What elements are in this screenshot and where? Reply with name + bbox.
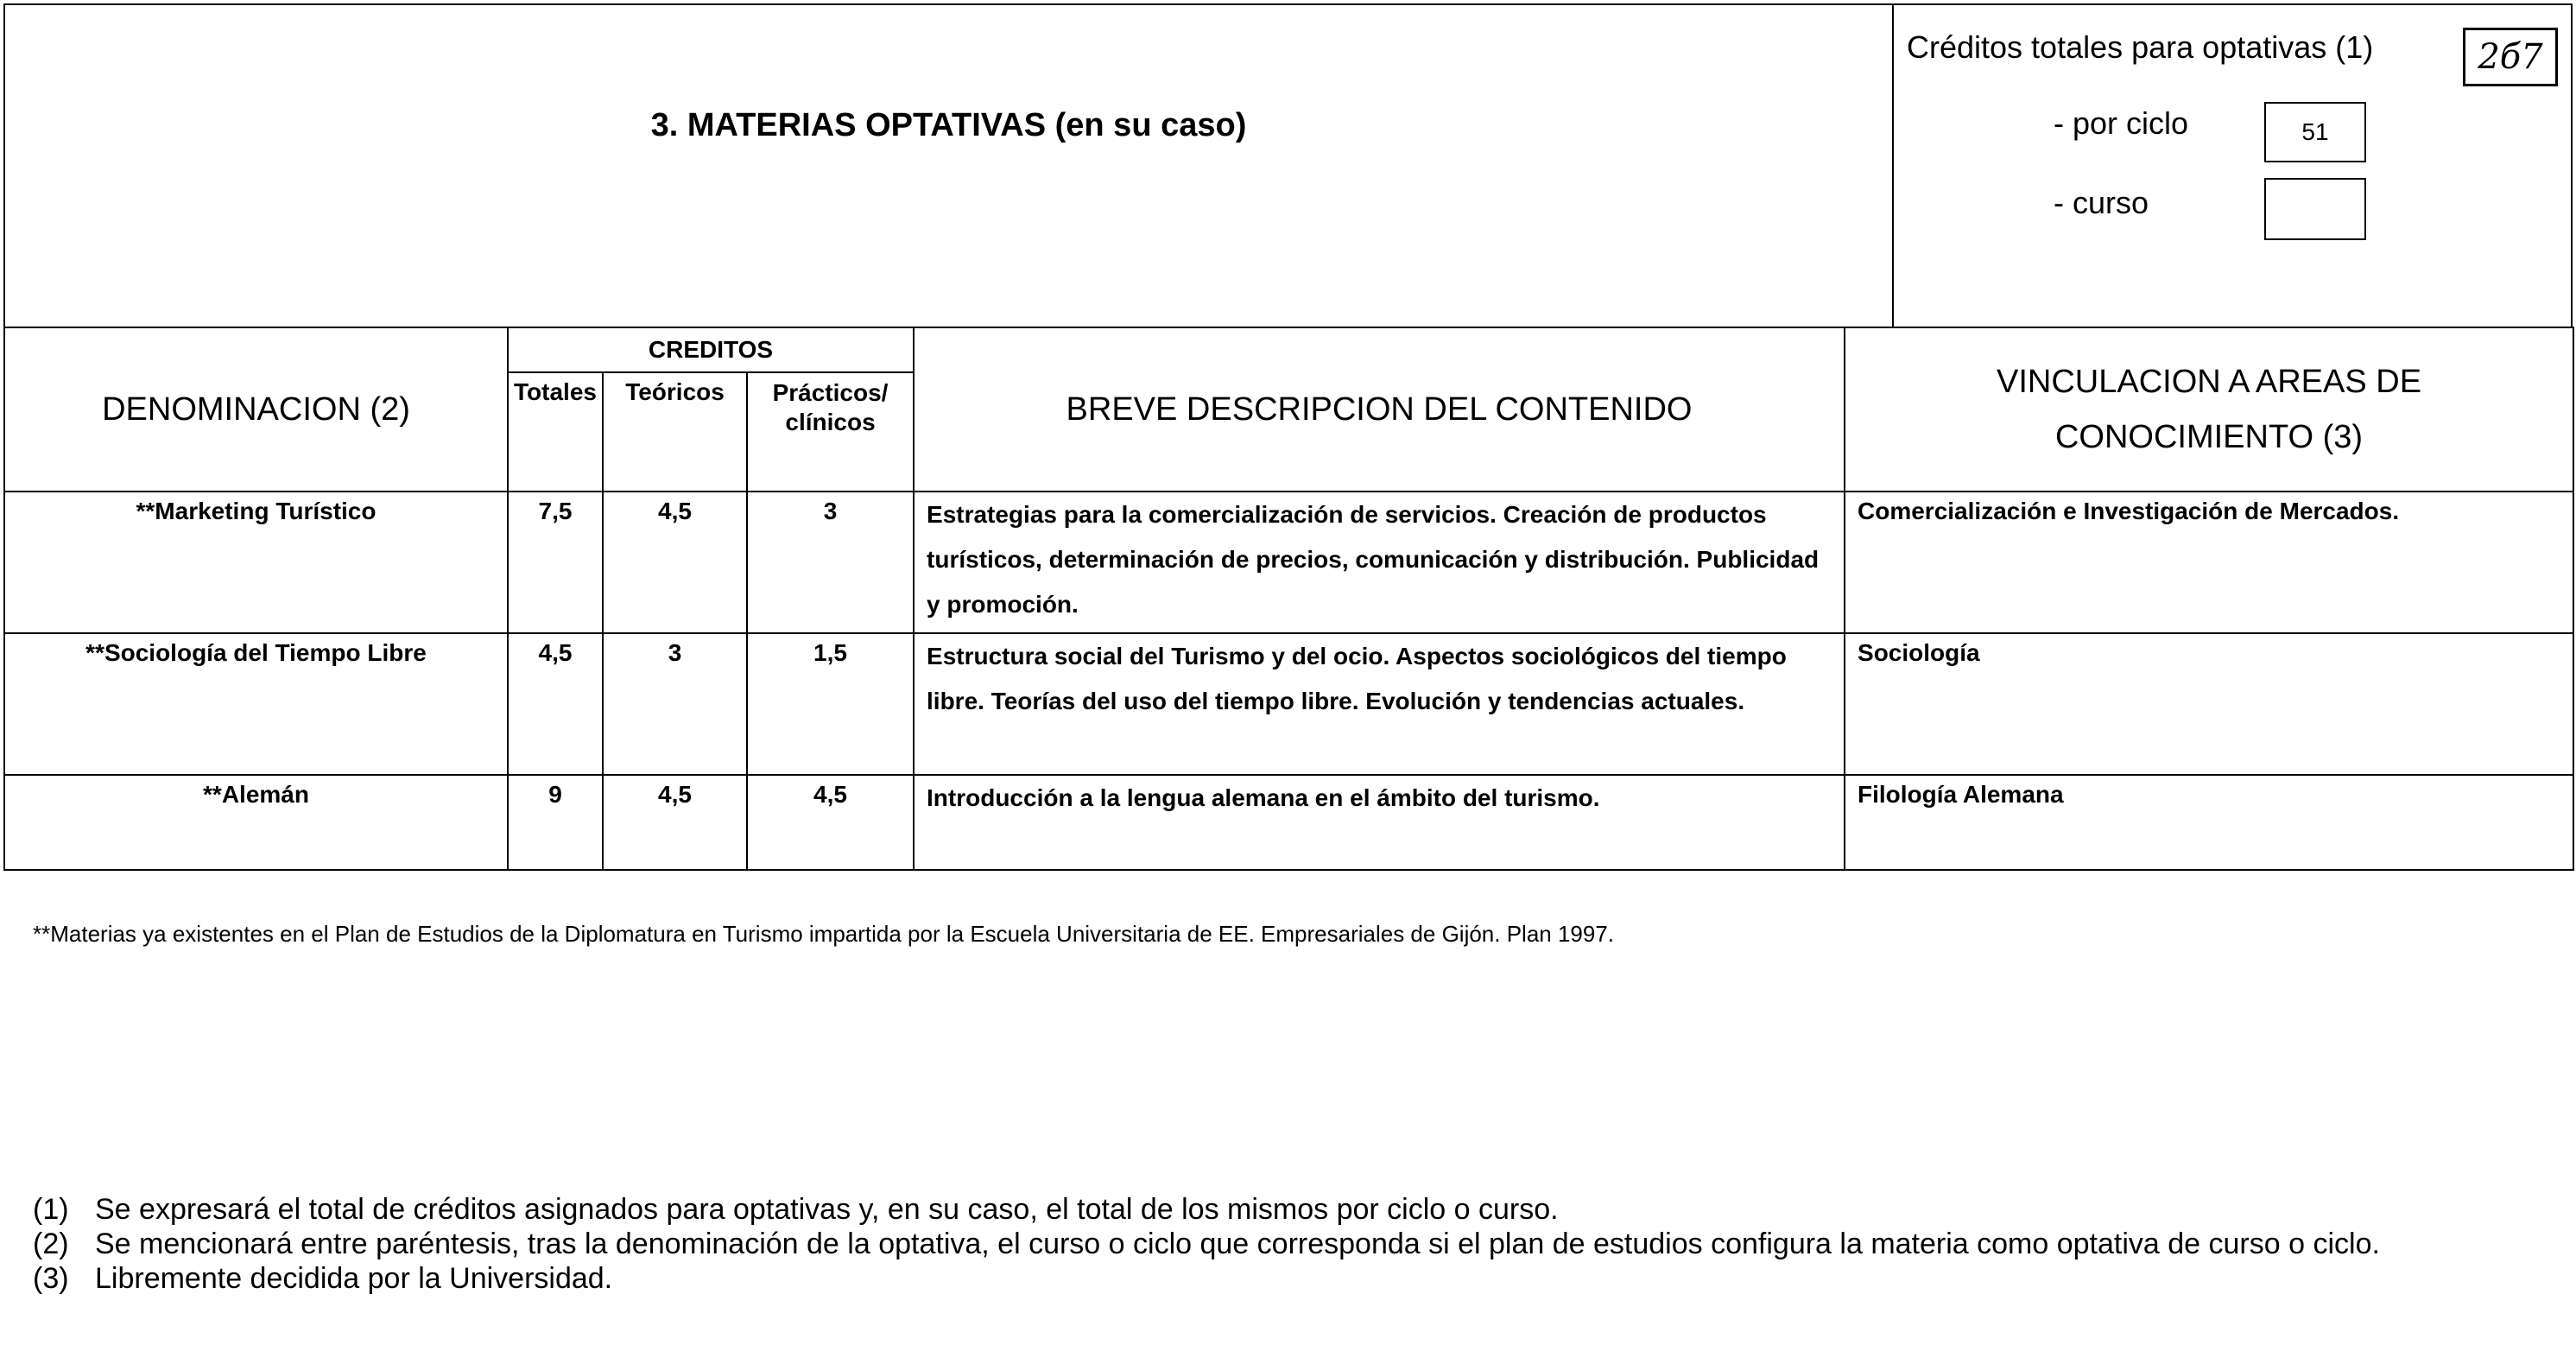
materia-description: Estrategias para la comercialización de servicios. Creación de productos turísticos, determinación de precios, comunicación y distribución. Publicidad y promoción. <box>914 492 1845 633</box>
por-ciclo-label: - por ciclo <box>2054 105 2189 141</box>
curso-value <box>2264 178 2366 240</box>
creditos-practicos: 1,5 <box>747 633 914 775</box>
creditos-totales: 7,5 <box>508 492 603 633</box>
header-creditos: CREDITOS <box>508 327 914 372</box>
materias-table <box>3 327 2574 871</box>
footnote-text: Se expresará el total de créditos asignados para optativas y, en su caso, el total de los mismos por ciclo o curso. <box>95 1193 1559 1226</box>
table-row <box>4 633 2573 775</box>
creditos-teoricos: 4,5 <box>603 775 747 870</box>
footnote <box>33 1192 2537 1227</box>
footnote-number: (2) <box>33 1228 69 1260</box>
creditos-totales: 9 <box>508 775 603 870</box>
header-descripcion: BREVE DESCRIPCION DEL CONTENIDO <box>914 327 1845 492</box>
footnotes <box>33 1192 2537 1296</box>
curso-label: - curso <box>2054 185 2149 220</box>
header-practicos: Prácticos/ clínicos <box>747 372 914 492</box>
footnote-text: Libremente decidida por la Universidad. <box>95 1262 613 1295</box>
materia-area: Comercialización e Investigación de Mercados. <box>1845 492 2573 633</box>
creditos-practicos: 4,5 <box>747 775 914 870</box>
table-row <box>4 492 2573 633</box>
header-teoricos: Teóricos <box>603 372 747 492</box>
materia-area: Filología Alemana <box>1845 775 2573 870</box>
star-note: **Materias ya existentes en el Plan de Estudios de la Diplomatura en Turismo impartida por la Escuela Universitaria de EE. Empresariales de Gijón. Plan 1997. <box>33 921 1615 947</box>
footnote <box>33 1227 2537 1261</box>
creditos-teoricos: 4,5 <box>603 492 747 633</box>
credits-total-label: Créditos totales para optativas (1) <box>1907 29 2374 65</box>
materia-description: Introducción a la lengua alemana en el ámbito del turismo. <box>914 775 1845 870</box>
materia-description: Estructura social del Turismo y del ocio. Aspectos sociológicos del tiempo libre. Teorías del uso del tiempo libre. Evolución y tendencias actuales. <box>914 633 1845 775</box>
creditos-totales: 4,5 <box>508 633 603 775</box>
creditos-practicos: 3 <box>747 492 914 633</box>
creditos-teoricos: 3 <box>603 633 747 775</box>
footnote-text: Se mencionará entre paréntesis, tras la denominación de la optativa, el curso o ciclo que corresponda si el plan de estudios configura la materia como optativa de curso o ciclo. <box>95 1228 2380 1260</box>
materia-name: **Alemán <box>4 775 508 870</box>
materia-name: **Sociología del Tiempo Libre <box>4 633 508 775</box>
header-divider <box>1892 5 1894 327</box>
materia-area: Sociología <box>1845 633 2573 775</box>
credits-total-handwritten: 2б7 <box>2463 28 2558 86</box>
header-block <box>3 3 2573 328</box>
materia-name: **Marketing Turístico <box>4 492 508 633</box>
table-row <box>4 775 2573 870</box>
footnote-number: (3) <box>33 1262 69 1295</box>
por-ciclo-value: 51 <box>2264 102 2366 162</box>
header-totales: Totales <box>508 372 603 492</box>
section-title: 3. MATERIAS OPTATIVAS (en su caso) <box>650 107 1247 143</box>
footnote-number: (1) <box>33 1193 69 1226</box>
footnote <box>33 1261 2537 1296</box>
header-denominacion: DENOMINACION (2) <box>4 327 508 492</box>
header-vinculacion: VINCULACION A AREAS DE CONOCIMIENTO (3) <box>1845 327 2573 492</box>
